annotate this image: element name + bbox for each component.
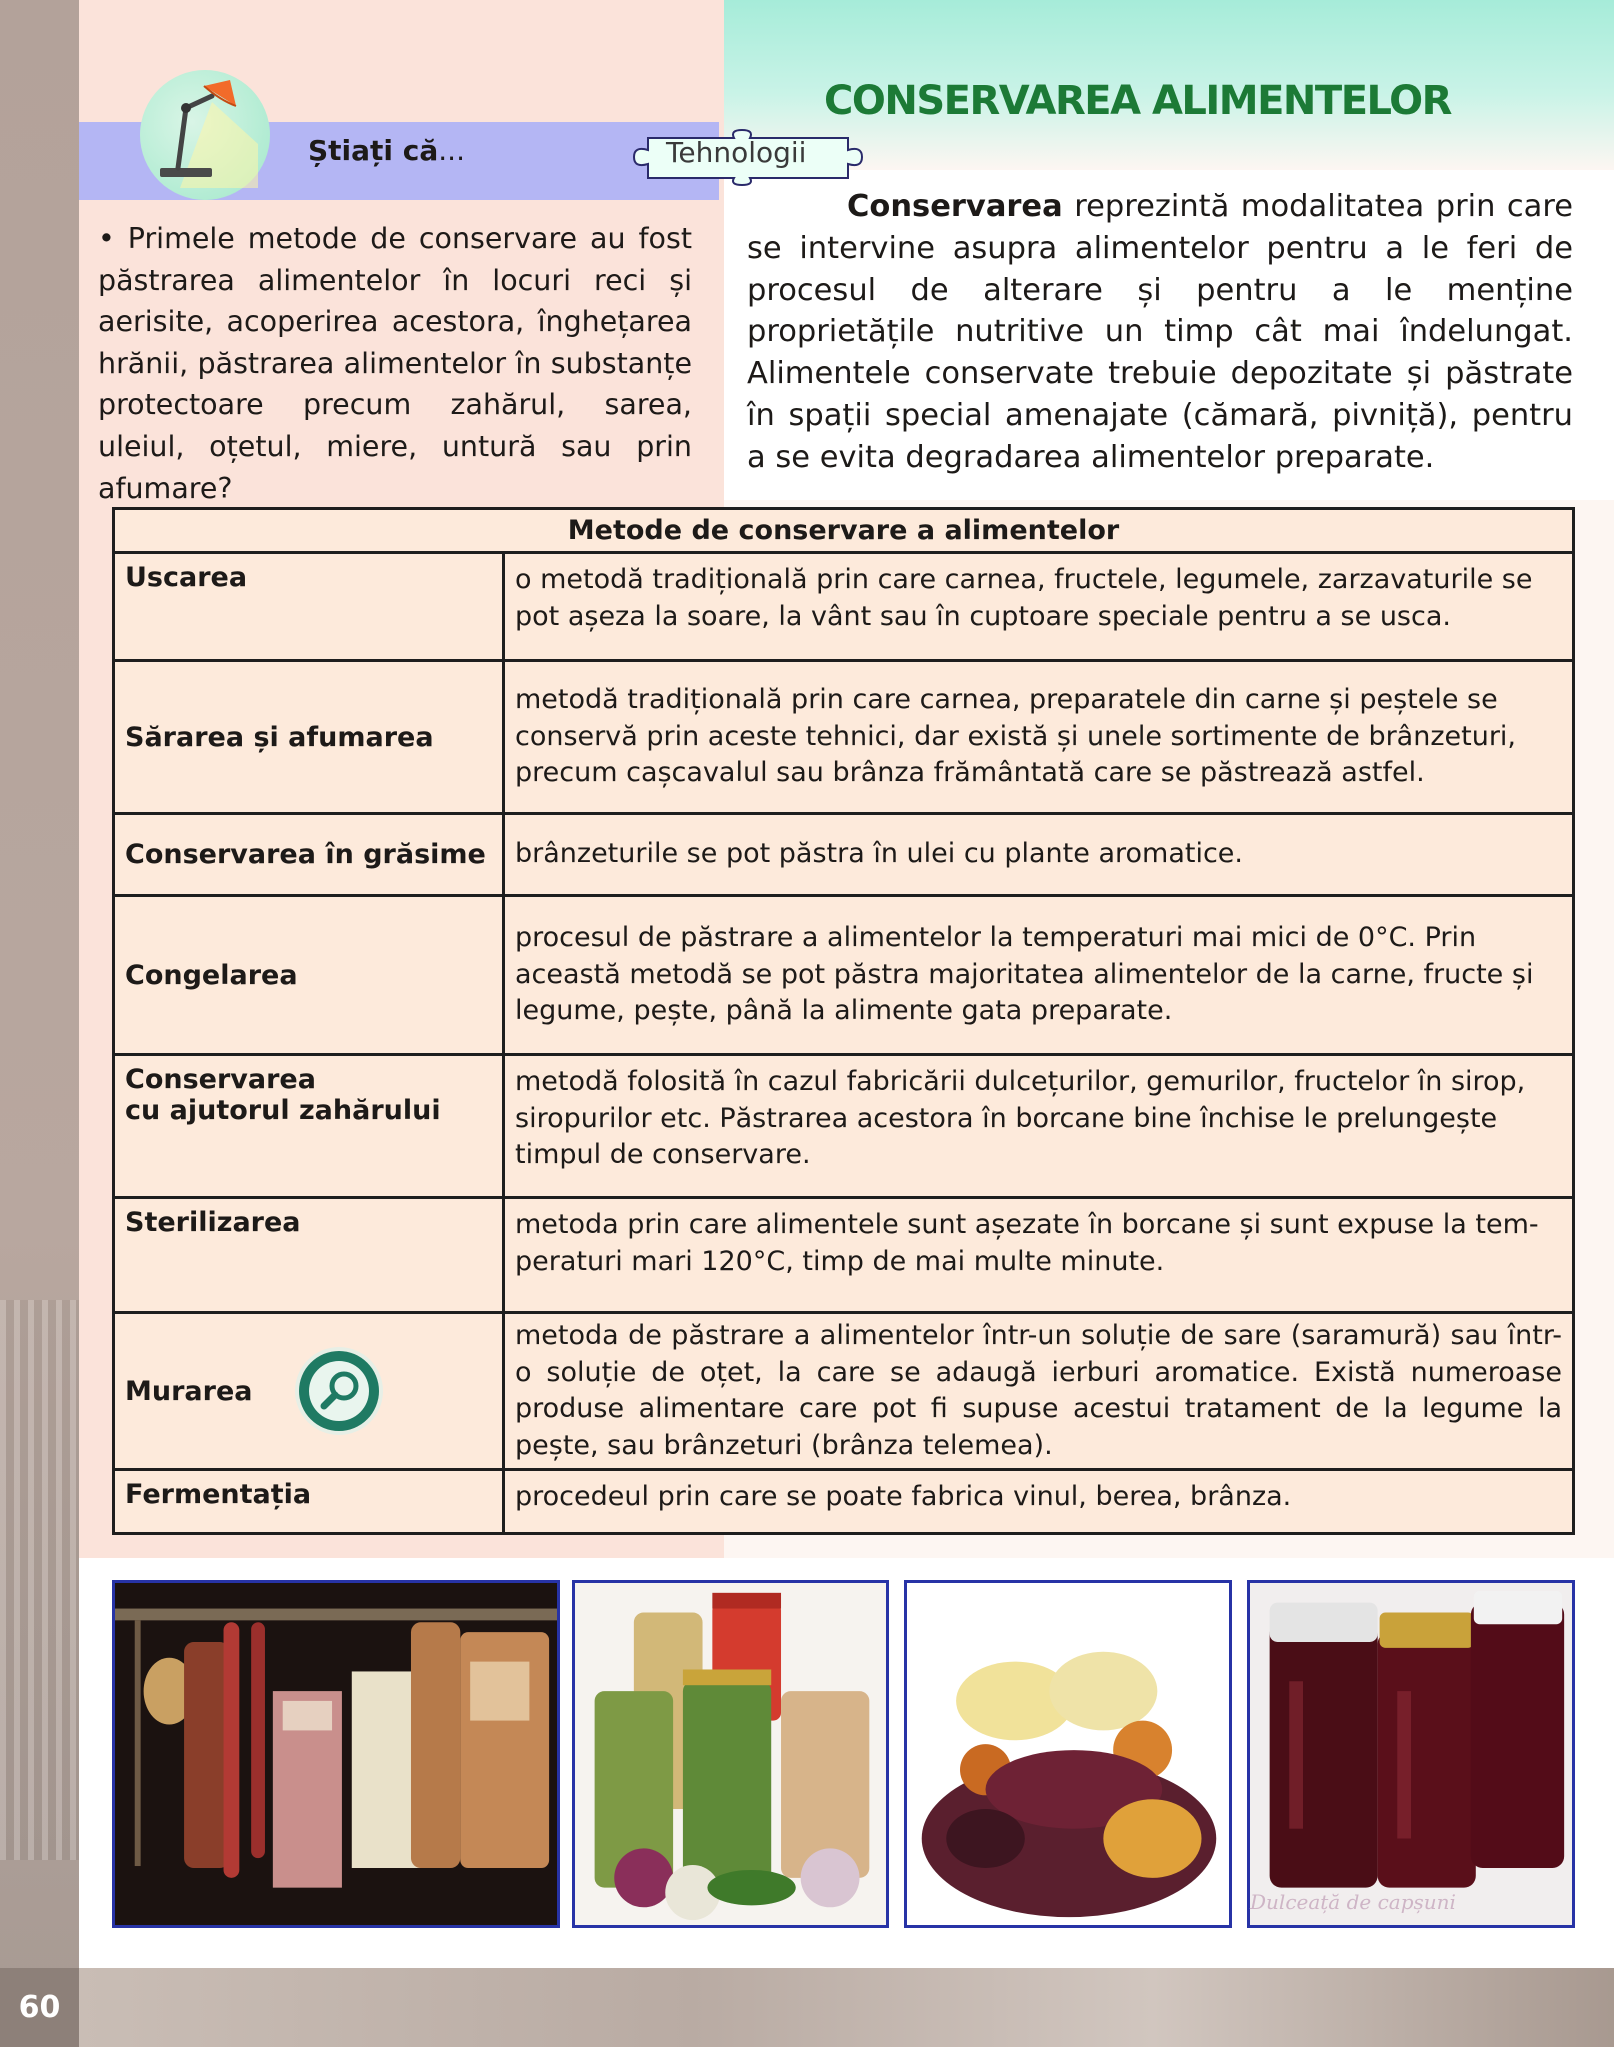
table-row xyxy=(114,553,1574,661)
page-bottom-strip xyxy=(79,1968,1614,2047)
method-name: Congelarea xyxy=(114,896,504,1055)
table-row xyxy=(114,1198,1574,1313)
photo-watermark: Dulceață de capșuni xyxy=(1250,1890,1456,1914)
table-row xyxy=(114,1313,1574,1470)
method-name: Conservarea cu ajutorul zahărului xyxy=(114,1055,504,1198)
photo-dried-fruits xyxy=(904,1580,1232,1928)
page-title: CONSERVAREA ALIMENTELOR xyxy=(824,78,1451,124)
page-number: 60 xyxy=(0,1968,79,2047)
method-description: metodă folosită în cazul fabricării dulcețurilor, gemurilor, fructelor în sirop, siropurilor etc. Păstrarea acestora în borcane bine închise le prelungește timpul de conservare. xyxy=(504,1055,1574,1198)
table-row xyxy=(114,896,1574,1055)
page-left-margin-strip xyxy=(0,0,79,2047)
magnifier-icon xyxy=(294,1346,384,1436)
method-description: metoda prin care alimentele sunt așezate în borcane și sunt expuse la temperaturi mari 120°C, timp de mai multe minute. xyxy=(504,1198,1574,1313)
method-name: Sterilizarea xyxy=(114,1198,504,1313)
photo-jam-jars xyxy=(1247,1580,1575,1928)
desk-lamp-icon xyxy=(140,70,270,200)
method-description: o metodă tradițională prin care carnea, fructele, legumele, zarzavaturile se pot așeza la soare, la vânt sau în cuptoare speciale pentru a se usca. xyxy=(504,553,1574,661)
method-description: brânzeturile se pot păstra în ulei cu plante aromatice. xyxy=(504,814,1574,896)
table-row xyxy=(114,661,1574,814)
section-label: Tehnologii xyxy=(666,136,807,169)
did-you-know-text: • Primele metode de conservare au fost păstrarea alimentelor în locuri reci și aerisite, acoperirea acestora, înghețarea hrănii, păstrarea alimentelor în substanțe protectoare precum zahărul, sarea, uleiul, oțetul, miere, untură sau prin afumare? xyxy=(98,222,692,505)
intro-bold-term: Conservarea xyxy=(847,189,1063,224)
intro-paragraph: Conservarea reprezintă modalitatea prin care se intervine asupra alimentelor pentru a le feri de procesul de alterare și pentru a le menține proprietățile nutritive un timp cât mai îndelungat. Alimentele conservate trebuie depozitate și păstrate în spații special amenajate (cămară, pivniță), pentru a se evita degradarea alimentelor preparate. xyxy=(747,189,1573,475)
table-row xyxy=(114,1055,1574,1198)
table-row xyxy=(114,1470,1574,1534)
method-name: Sărarea și afumarea xyxy=(114,661,504,814)
method-description: metodă tradițională prin care carnea, preparatele din carne și peștele se conservă prin aceste tehnici, dar există și unele sortimente de brânzeturi, precum cașcavalul sau brânza frământată care se păstrează astfel. xyxy=(504,661,1574,814)
preservation-methods-table xyxy=(112,507,1575,1535)
table-header: Metode de conservare a alimentelor xyxy=(114,509,1574,553)
method-description: procesul de păstrare a alimentelor la temperaturi mai mici de 0°C. Prin această metodă se pot păstra majoritatea alimentelor de la carne, fructe și legume, pește, până la alimente gata preparate. xyxy=(504,896,1574,1055)
photo-smoked-meats xyxy=(112,1580,560,1928)
method-description: metoda de păstrare a alimentelor într-un soluție de sare (saramură) sau într-o soluție de oțet, la care se adaugă ierburi aromatice. Există numeroase produse alimentare care pot fi supuse acestui tratament de la legume la pește, sau brânzeturi (brânza telemea). xyxy=(504,1313,1574,1470)
table-row xyxy=(114,814,1574,896)
did-you-know-title: Știați că... xyxy=(308,134,465,167)
method-name: Murarea xyxy=(114,1313,504,1470)
method-name: Conservarea în grăsime xyxy=(114,814,504,896)
method-name: Uscarea xyxy=(114,553,504,661)
method-name: Fermentația xyxy=(114,1470,504,1534)
method-description: procedeul prin care se poate fabrica vinul, berea, brânza. xyxy=(504,1470,1574,1534)
photo-pickled-jars xyxy=(572,1580,889,1928)
